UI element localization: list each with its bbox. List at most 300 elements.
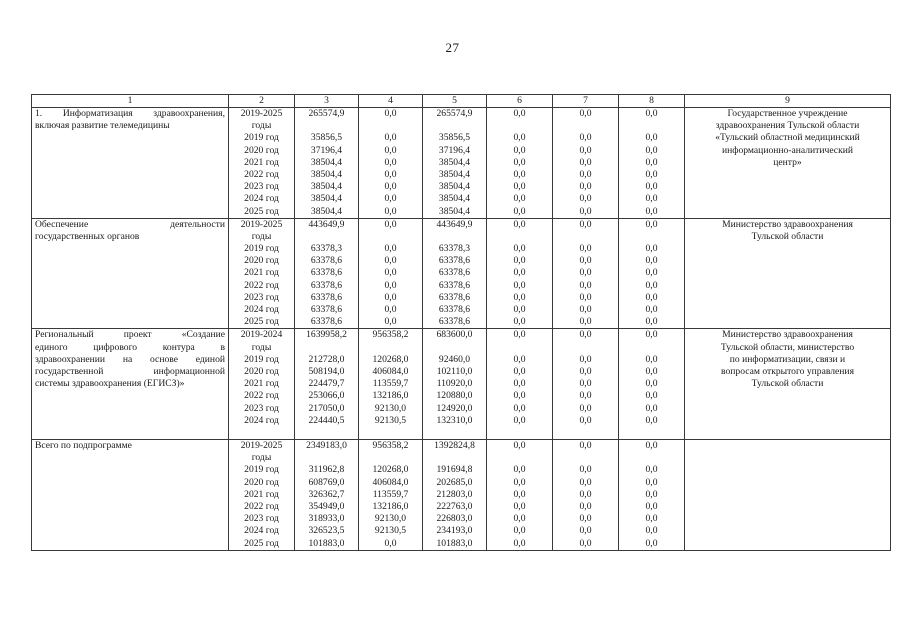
cell-value: годы	[251, 120, 272, 132]
cell-value: 0,0	[645, 304, 658, 315]
cell-value: 2019 год	[244, 353, 279, 365]
organization-line: Министерство здравоохранения	[722, 329, 853, 341]
cell-value: 226803,0	[436, 513, 473, 525]
section-name-line: включая развитие телемедицины	[35, 120, 170, 132]
federal-cell	[359, 440, 423, 551]
cell-value	[490, 342, 549, 354]
cell-value: 0,0	[513, 132, 526, 144]
cell-value: 311962,8	[308, 464, 345, 476]
cell-value: 0,0	[645, 267, 658, 279]
cell-value: 2023 год	[244, 402, 279, 414]
cell-value: 0,0	[384, 193, 397, 205]
cell-value	[622, 231, 681, 243]
cell-value: 0,0	[645, 488, 658, 500]
section-name-line: Всего по подпрограмме	[35, 440, 132, 452]
cell-value: 0,0	[579, 378, 592, 390]
cell-value: 0,0	[513, 205, 526, 217]
section-name-line: системы здравоохранения (ЕГИСЗ)»	[35, 378, 185, 390]
period-cell	[229, 218, 295, 329]
section-row	[32, 108, 891, 219]
cell-value: 0,0	[579, 108, 592, 119]
municipal-cell	[487, 329, 553, 440]
cell-value: 63378,6	[438, 255, 471, 267]
cell-value: 0,0	[645, 132, 658, 144]
cell-value	[622, 342, 681, 354]
cell-value: 0,0	[513, 440, 526, 452]
cell-value: 0,0	[579, 267, 592, 279]
cell-value: 0,0	[645, 390, 658, 402]
cell-value: 2022 год	[244, 390, 279, 402]
cell-value: 101883,0	[308, 537, 345, 549]
cell-value: 0,0	[645, 144, 658, 156]
cell-value: 0,0	[513, 144, 526, 156]
cell-value	[362, 342, 419, 354]
cell-value	[622, 452, 681, 464]
cell-value: 0,0	[579, 255, 592, 267]
cell-value: 2349183,0	[306, 440, 347, 452]
total-cell	[295, 440, 359, 551]
cell-value: 0,0	[513, 316, 526, 328]
cell-value: 0,0	[384, 316, 397, 328]
municipal-cell	[487, 218, 553, 329]
cell-value: 0,0	[384, 108, 397, 119]
cell-value: 2020 год	[244, 144, 279, 156]
cell-value	[556, 427, 615, 439]
cell-value: 0,0	[384, 279, 397, 291]
cell-value: 0,0	[513, 329, 526, 341]
cell-value: 63378,6	[310, 279, 343, 291]
cell-value: 120880,0	[436, 390, 473, 402]
cell-value: 0,0	[513, 243, 526, 255]
cell-value	[426, 120, 483, 132]
cell-value: 0,0	[645, 329, 658, 341]
section-name	[32, 108, 229, 219]
cell-value: 2023 год	[244, 513, 279, 525]
cell-value: 38504,4	[438, 181, 471, 193]
responsible-organization	[685, 108, 891, 219]
cell-value: 2025 год	[244, 537, 279, 549]
header-row	[32, 95, 891, 108]
cell-value: 0,0	[579, 476, 592, 488]
cell-value: 2019-2024	[240, 329, 283, 341]
cell-value: 265574,9	[436, 108, 473, 119]
cell-value: 683600,0	[436, 329, 473, 341]
header-col-4: 4	[359, 95, 423, 108]
cell-value: 63378,6	[438, 267, 471, 279]
cell-value: 0,0	[384, 243, 397, 255]
cell-value	[490, 452, 549, 464]
cell-value: 224479,7	[308, 378, 345, 390]
cell-value: 0,0	[579, 168, 592, 180]
cell-value: 35856,5	[310, 132, 343, 144]
cell-value	[298, 120, 355, 132]
period-cell	[229, 108, 295, 219]
section-name-line: государственных органов	[35, 230, 140, 242]
cell-value: 217050,0	[308, 402, 345, 414]
cell-value: 35856,5	[438, 132, 471, 144]
regional-cell	[423, 108, 487, 219]
cell-value: 1392824,8	[434, 440, 475, 452]
cell-value: 92130,0	[374, 402, 407, 414]
header-col-8: 8	[619, 95, 685, 108]
cell-value: 318933,0	[308, 513, 345, 525]
cell-value: годы	[251, 341, 272, 353]
organization-line: Тульской области	[751, 378, 824, 390]
cell-value: 0,0	[579, 353, 592, 365]
cell-value	[362, 120, 419, 132]
cell-value: 0,0	[645, 440, 658, 452]
cell-value: 0,0	[579, 464, 592, 476]
section-row	[32, 329, 891, 440]
cell-value: 63378,6	[310, 291, 343, 303]
header-col-1: 1	[32, 95, 229, 108]
cell-value	[556, 120, 615, 132]
cell-value: 2025 год	[244, 205, 279, 217]
cell-value: 2022 год	[244, 168, 279, 180]
cell-value	[556, 452, 615, 464]
cell-value: 0,0	[513, 193, 526, 205]
cell-value: 326523,5	[308, 525, 345, 537]
cell-value: 0,0	[513, 513, 526, 525]
cell-value: 38504,4	[310, 168, 343, 180]
cell-value: 0,0	[513, 464, 526, 476]
cell-value	[622, 427, 681, 439]
cell-value: 92460,0	[438, 353, 471, 365]
cell-value: 0,0	[579, 402, 592, 414]
cell-value: 0,0	[513, 304, 526, 315]
header-col-2: 2	[229, 95, 295, 108]
cell-value: 0,0	[579, 205, 592, 217]
cell-value: 38504,4	[438, 156, 471, 168]
cell-value: 0,0	[384, 304, 397, 315]
cell-value: 0,0	[645, 402, 658, 414]
cell-value: 92130,5	[374, 414, 407, 426]
cell-value: 224440,5	[308, 414, 345, 426]
cell-value: 38504,4	[310, 181, 343, 193]
header-col-5: 5	[423, 95, 487, 108]
cell-value: 92130,0	[374, 513, 407, 525]
cell-value: 956358,2	[372, 440, 409, 452]
cell-value: 222763,0	[436, 501, 473, 512]
cell-value	[298, 452, 355, 464]
cell-value: 0,0	[384, 291, 397, 303]
cell-value: 0,0	[579, 132, 592, 144]
cell-value: 0,0	[645, 316, 658, 328]
cell-value: 63378,6	[438, 279, 471, 291]
cell-value: 38504,4	[310, 205, 343, 217]
cell-value: 265574,9	[308, 108, 345, 119]
cell-value: 0,0	[513, 414, 526, 426]
header-col-7: 7	[553, 95, 619, 108]
cell-value	[426, 231, 483, 243]
section-name	[32, 218, 229, 329]
cell-value	[426, 342, 483, 354]
cell-value: 956358,2	[372, 329, 409, 341]
cell-value: 38504,4	[438, 205, 471, 217]
cell-value: 0,0	[579, 279, 592, 291]
cell-value: 38504,4	[310, 193, 343, 205]
organization-line: Тульской области, министерство	[720, 341, 855, 353]
cell-value: 0,0	[384, 267, 397, 279]
cell-value: 63378,6	[438, 304, 471, 315]
section-name-line: единого цифрового контура в	[35, 341, 225, 353]
cell-value: 406084,0	[372, 365, 409, 377]
cell-value: 0,0	[513, 365, 526, 377]
cell-value: 443649,9	[436, 218, 473, 230]
cell-value: 2023 год	[244, 181, 279, 193]
cell-value: 0,0	[579, 525, 592, 537]
total-cell	[295, 218, 359, 329]
cell-value: 101883,0	[436, 537, 473, 549]
cell-value: 2019-2025	[240, 218, 283, 230]
cell-value: 0,0	[513, 255, 526, 267]
section-name-line: здравоохранении на основе единой	[35, 353, 225, 365]
cell-value: 63378,6	[438, 316, 471, 328]
cell-value: 2022 год	[244, 279, 279, 291]
cell-value: 113559,7	[372, 488, 409, 500]
cell-value	[622, 120, 681, 132]
cell-value: 212728,0	[308, 353, 345, 365]
cell-value: 2024 год	[244, 414, 279, 426]
cell-value: 0,0	[579, 316, 592, 328]
section-name	[32, 329, 229, 440]
cell-value: 0,0	[384, 218, 397, 230]
cell-value: 0,0	[579, 304, 592, 315]
cell-value: 38504,4	[438, 168, 471, 180]
cell-value: 132186,0	[372, 501, 409, 512]
responsible-organization	[685, 218, 891, 329]
cell-value: 63378,3	[438, 243, 471, 255]
cell-value: 37196,4	[310, 144, 343, 156]
cell-value	[490, 427, 549, 439]
cell-value: 113559,7	[372, 378, 409, 390]
extrabudget-cell	[553, 108, 619, 219]
cell-value: 608769,0	[308, 476, 345, 488]
cell-value: 0,0	[645, 156, 658, 168]
responsible-organization	[685, 440, 891, 551]
cell-value: 63378,6	[310, 267, 343, 279]
cell-value	[298, 342, 355, 354]
cell-value: 0,0	[513, 488, 526, 500]
cell-value	[556, 231, 615, 243]
cell-value: 0,0	[579, 440, 592, 452]
cell-value: 0,0	[645, 168, 658, 180]
cell-value: 2021 год	[244, 378, 279, 390]
cell-value: 0,0	[513, 156, 526, 168]
header-col-9: 9	[685, 95, 891, 108]
extrabudget-cell	[553, 218, 619, 329]
cell-value: 0,0	[384, 168, 397, 180]
cell-value: 102110,0	[436, 365, 473, 377]
cell-value: 0,0	[579, 390, 592, 402]
federal-cell	[359, 218, 423, 329]
cell-value: 38504,4	[438, 193, 471, 205]
cell-value: 2024 год	[244, 304, 279, 315]
cell-value: 0,0	[645, 181, 658, 193]
cell-value	[298, 231, 355, 243]
cell-value	[426, 427, 483, 439]
other-cell	[619, 218, 685, 329]
cell-value: 0,0	[645, 353, 658, 365]
section-row	[32, 218, 891, 329]
cell-value: 2020 год	[244, 255, 279, 267]
cell-value: 0,0	[384, 255, 397, 267]
cell-value: 191694,8	[436, 464, 473, 476]
cell-value: 0,0	[513, 108, 526, 119]
cell-value: 508194,0	[308, 365, 345, 377]
header-col-3: 3	[295, 95, 359, 108]
cell-value: 0,0	[579, 193, 592, 205]
section-name-line: Обеспечение деятельности	[35, 218, 225, 230]
financing-table	[31, 94, 891, 551]
section-row	[32, 440, 891, 551]
cell-value: 0,0	[513, 267, 526, 279]
cell-value: годы	[251, 452, 272, 464]
cell-value: 0,0	[645, 108, 658, 119]
cell-value	[362, 427, 419, 439]
cell-value: 0,0	[579, 365, 592, 377]
cell-value: 0,0	[579, 537, 592, 549]
cell-value: 326362,7	[308, 488, 345, 500]
cell-value: 132310,0	[436, 414, 473, 426]
header-col-6: 6	[487, 95, 553, 108]
cell-value: 0,0	[645, 205, 658, 217]
cell-value: 0,0	[513, 291, 526, 303]
cell-value	[362, 231, 419, 243]
cell-value: 0,0	[513, 378, 526, 390]
cell-value: 0,0	[645, 291, 658, 303]
cell-value: 0,0	[579, 414, 592, 426]
cell-value: 0,0	[513, 390, 526, 402]
regional-cell	[423, 329, 487, 440]
cell-value: 2024 год	[244, 193, 279, 205]
period-cell	[229, 329, 295, 440]
cell-value: 2019 год	[244, 464, 279, 476]
cell-value: 92130,5	[374, 525, 407, 537]
cell-value: 2024 год	[244, 525, 279, 537]
cell-value: 2023 год	[244, 291, 279, 303]
cell-value: 0,0	[513, 476, 526, 488]
cell-value: 0,0	[513, 168, 526, 180]
cell-value: 2019-2025	[240, 440, 283, 452]
total-cell	[295, 329, 359, 440]
total-cell	[295, 108, 359, 219]
organization-line: информационно-аналитический	[721, 144, 853, 156]
cell-value: 0,0	[513, 501, 526, 512]
cell-value: 63378,6	[310, 255, 343, 267]
cell-value: 2020 год	[244, 365, 279, 377]
cell-value: 2022 год	[244, 501, 279, 512]
other-cell	[619, 329, 685, 440]
cell-value: 0,0	[645, 365, 658, 377]
cell-value: 0,0	[645, 279, 658, 291]
section-name	[32, 440, 229, 551]
organization-line: здравоохранения Тульской области	[715, 120, 860, 132]
cell-value: 2021 год	[244, 156, 279, 168]
page-number: 27	[445, 40, 460, 55]
cell-value: 234193,0	[436, 525, 473, 537]
cell-value: 0,0	[384, 144, 397, 156]
cell-value: 406084,0	[372, 476, 409, 488]
cell-value: 1639958,2	[306, 329, 347, 341]
cell-value: 2019 год	[244, 132, 279, 144]
cell-value: 120268,0	[372, 464, 409, 476]
organization-line: «Тульский областной медицинский	[715, 132, 860, 144]
cell-value: 0,0	[645, 255, 658, 267]
cell-value: 0,0	[513, 353, 526, 365]
other-cell	[619, 440, 685, 551]
extrabudget-cell	[553, 329, 619, 440]
cell-value	[490, 120, 549, 132]
cell-value: 0,0	[645, 525, 658, 537]
cell-value: 0,0	[645, 537, 658, 549]
cell-value: 253066,0	[308, 390, 345, 402]
cell-value: 0,0	[513, 402, 526, 414]
cell-value: 0,0	[513, 181, 526, 193]
section-name-line: Региональный проект «Создание	[35, 329, 225, 341]
organization-line: центр»	[773, 156, 802, 168]
cell-value: 0,0	[645, 513, 658, 525]
cell-value: 0,0	[579, 156, 592, 168]
extrabudget-cell	[553, 440, 619, 551]
cell-value: 202685,0	[436, 476, 473, 488]
cell-value: 110920,0	[436, 378, 473, 390]
cell-value: 2021 год	[244, 488, 279, 500]
cell-value	[232, 427, 291, 439]
period-cell	[229, 440, 295, 551]
cell-value: 63378,6	[310, 316, 343, 328]
cell-value: 0,0	[579, 513, 592, 525]
cell-value: 0,0	[513, 537, 526, 549]
cell-value: 0,0	[579, 243, 592, 255]
cell-value: 0,0	[645, 218, 658, 230]
cell-value: 0,0	[645, 476, 658, 488]
organization-line: Государственное учреждение	[727, 108, 848, 119]
cell-value	[362, 452, 419, 464]
cell-value: 0,0	[579, 181, 592, 193]
responsible-organization	[685, 329, 891, 440]
cell-value: 38504,4	[310, 156, 343, 168]
cell-value: 212803,0	[436, 488, 473, 500]
cell-value: 354949,0	[308, 501, 345, 512]
regional-cell	[423, 440, 487, 551]
cell-value: 0,0	[513, 525, 526, 537]
cell-value: 0,0	[645, 193, 658, 205]
cell-value: 0,0	[513, 279, 526, 291]
cell-value	[298, 427, 355, 439]
cell-value: 120268,0	[372, 353, 409, 365]
cell-value: годы	[251, 230, 272, 242]
cell-value: 0,0	[384, 205, 397, 217]
cell-value: 2025 год	[244, 316, 279, 328]
cell-value: 0,0	[579, 291, 592, 303]
organization-line: Тульской области	[751, 230, 824, 242]
cell-value: 63378,3	[310, 243, 343, 255]
cell-value: 2019-2025	[240, 108, 283, 119]
cell-value: 2021 год	[244, 267, 279, 279]
cell-value: 124920,0	[436, 402, 473, 414]
municipal-cell	[487, 440, 553, 551]
section-name-line: государственной информационной	[35, 365, 225, 377]
municipal-cell	[487, 108, 553, 219]
section-name-line: 1. Информатизация здравоохранения,	[35, 108, 225, 119]
organization-line: по информатизации, связи и	[729, 353, 846, 365]
cell-value: 2020 год	[244, 476, 279, 488]
organization-line: вопросам открытого управления	[721, 365, 854, 377]
organization-line: Министерство здравоохранения	[722, 218, 853, 230]
cell-value: 0,0	[645, 501, 658, 512]
other-cell	[619, 108, 685, 219]
